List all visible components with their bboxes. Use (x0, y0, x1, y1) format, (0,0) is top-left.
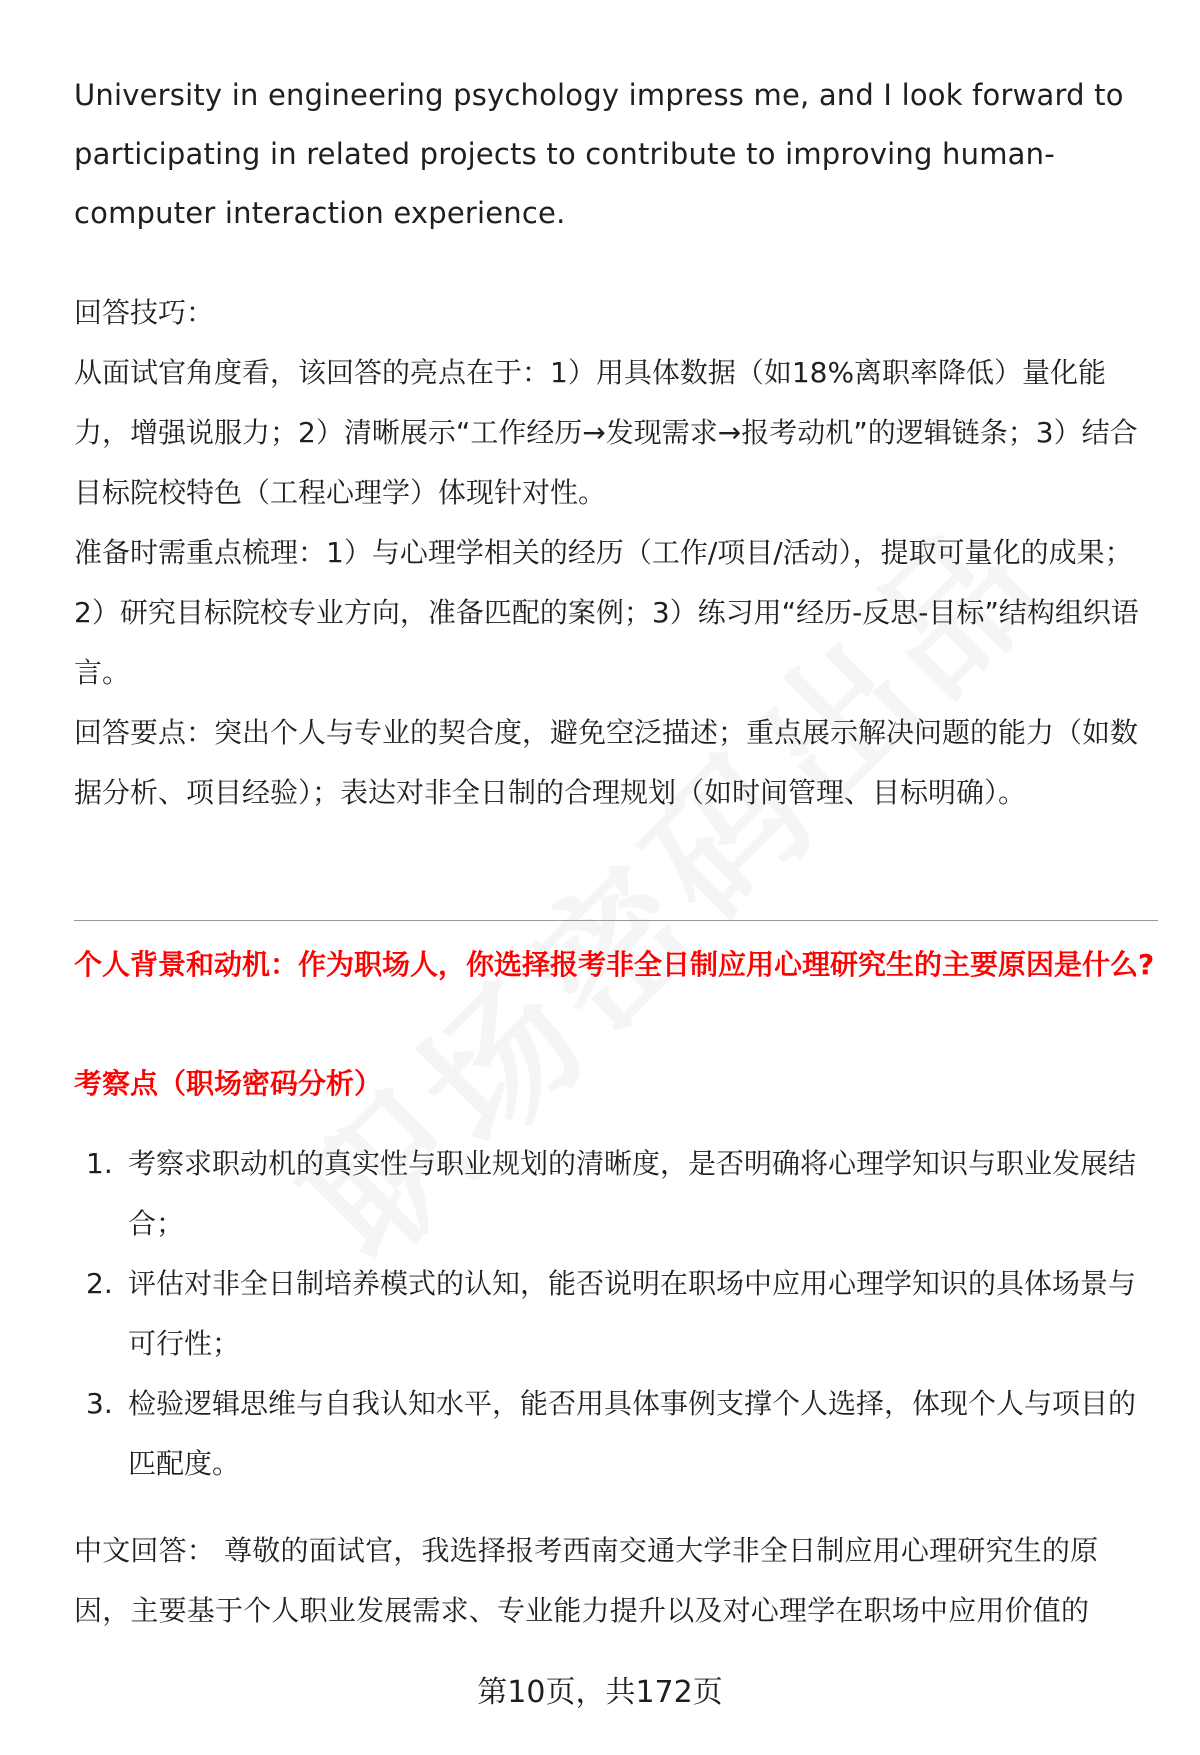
list-item-text: 评估对非全日制培养模式的认知，能否说明在职场中应用心理学知识的具体场景与可行性； (128, 1267, 1137, 1360)
tips-heading: 回答技巧： (74, 296, 215, 329)
list-item (74, 1134, 1158, 1254)
exam-points-list (74, 1134, 1158, 1494)
section-divider (74, 920, 1158, 921)
tips-paragraph-1: 从面试官角度看，该回答的亮点在于：1）用具体数据（如18%离职率降低）量化能力，增强说服力；2）清晰展示“工作经历→发现需求→报考动机”的逻辑链条；3）结合目标院校特色（工程心理学）体现针对性。 (74, 356, 1138, 509)
list-item-text: 检验逻辑思维与自我认知水平，能否用具体事例支撑个人选择，体现个人与项目的匹配度。 (128, 1387, 1137, 1480)
intro-paragraph-en: University in engineering psychology impress me, and I look forward to participating in related projects to contribute to improving human-computer interaction experience. (74, 78, 1124, 230)
question-title: 个人背景和动机：作为职场人，你选择报考非全日制应用心理研究生的主要原因是什么? (74, 948, 1155, 981)
list-item-text: 考察求职动机的真实性与职业规划的清晰度，是否明确将心理学知识与职业发展结合； (128, 1147, 1137, 1240)
page-footer: 第10页，共172页 (477, 1675, 723, 1710)
list-item-number: 3. (86, 1387, 113, 1420)
answer-tips-section (74, 283, 1156, 823)
chinese-answer-paragraph: 中文回答： 尊敬的面试官，我选择报考西南交通大学非全日制应用心理研究生的原因，主要基于个人职业发展需求、专业能力提升以及对心理学在职场中应用价值的 (74, 1534, 1099, 1627)
list-item (74, 1374, 1158, 1494)
list-item (74, 1254, 1158, 1374)
tips-paragraph-2: 准备时需重点梳理：1）与心理学相关的经历（工作/项目/活动），提取可量化的成果；2）研究目标院校专业方向，准备匹配的案例；3）练习用“经历-反思-目标”结构组织语言。 (74, 536, 1139, 689)
list-item-number: 2. (86, 1267, 113, 1300)
tips-paragraph-3: 回答要点：突出个人与专业的契合度，避免空泛描述；重点展示解决问题的能力（如数据分析、项目经验）；表达对非全日制的合理规划（如时间管理、目标明确）。 (74, 716, 1139, 809)
list-item-number: 1. (86, 1147, 113, 1180)
exam-points-heading: 考察点（职场密码分析） (74, 1067, 383, 1100)
